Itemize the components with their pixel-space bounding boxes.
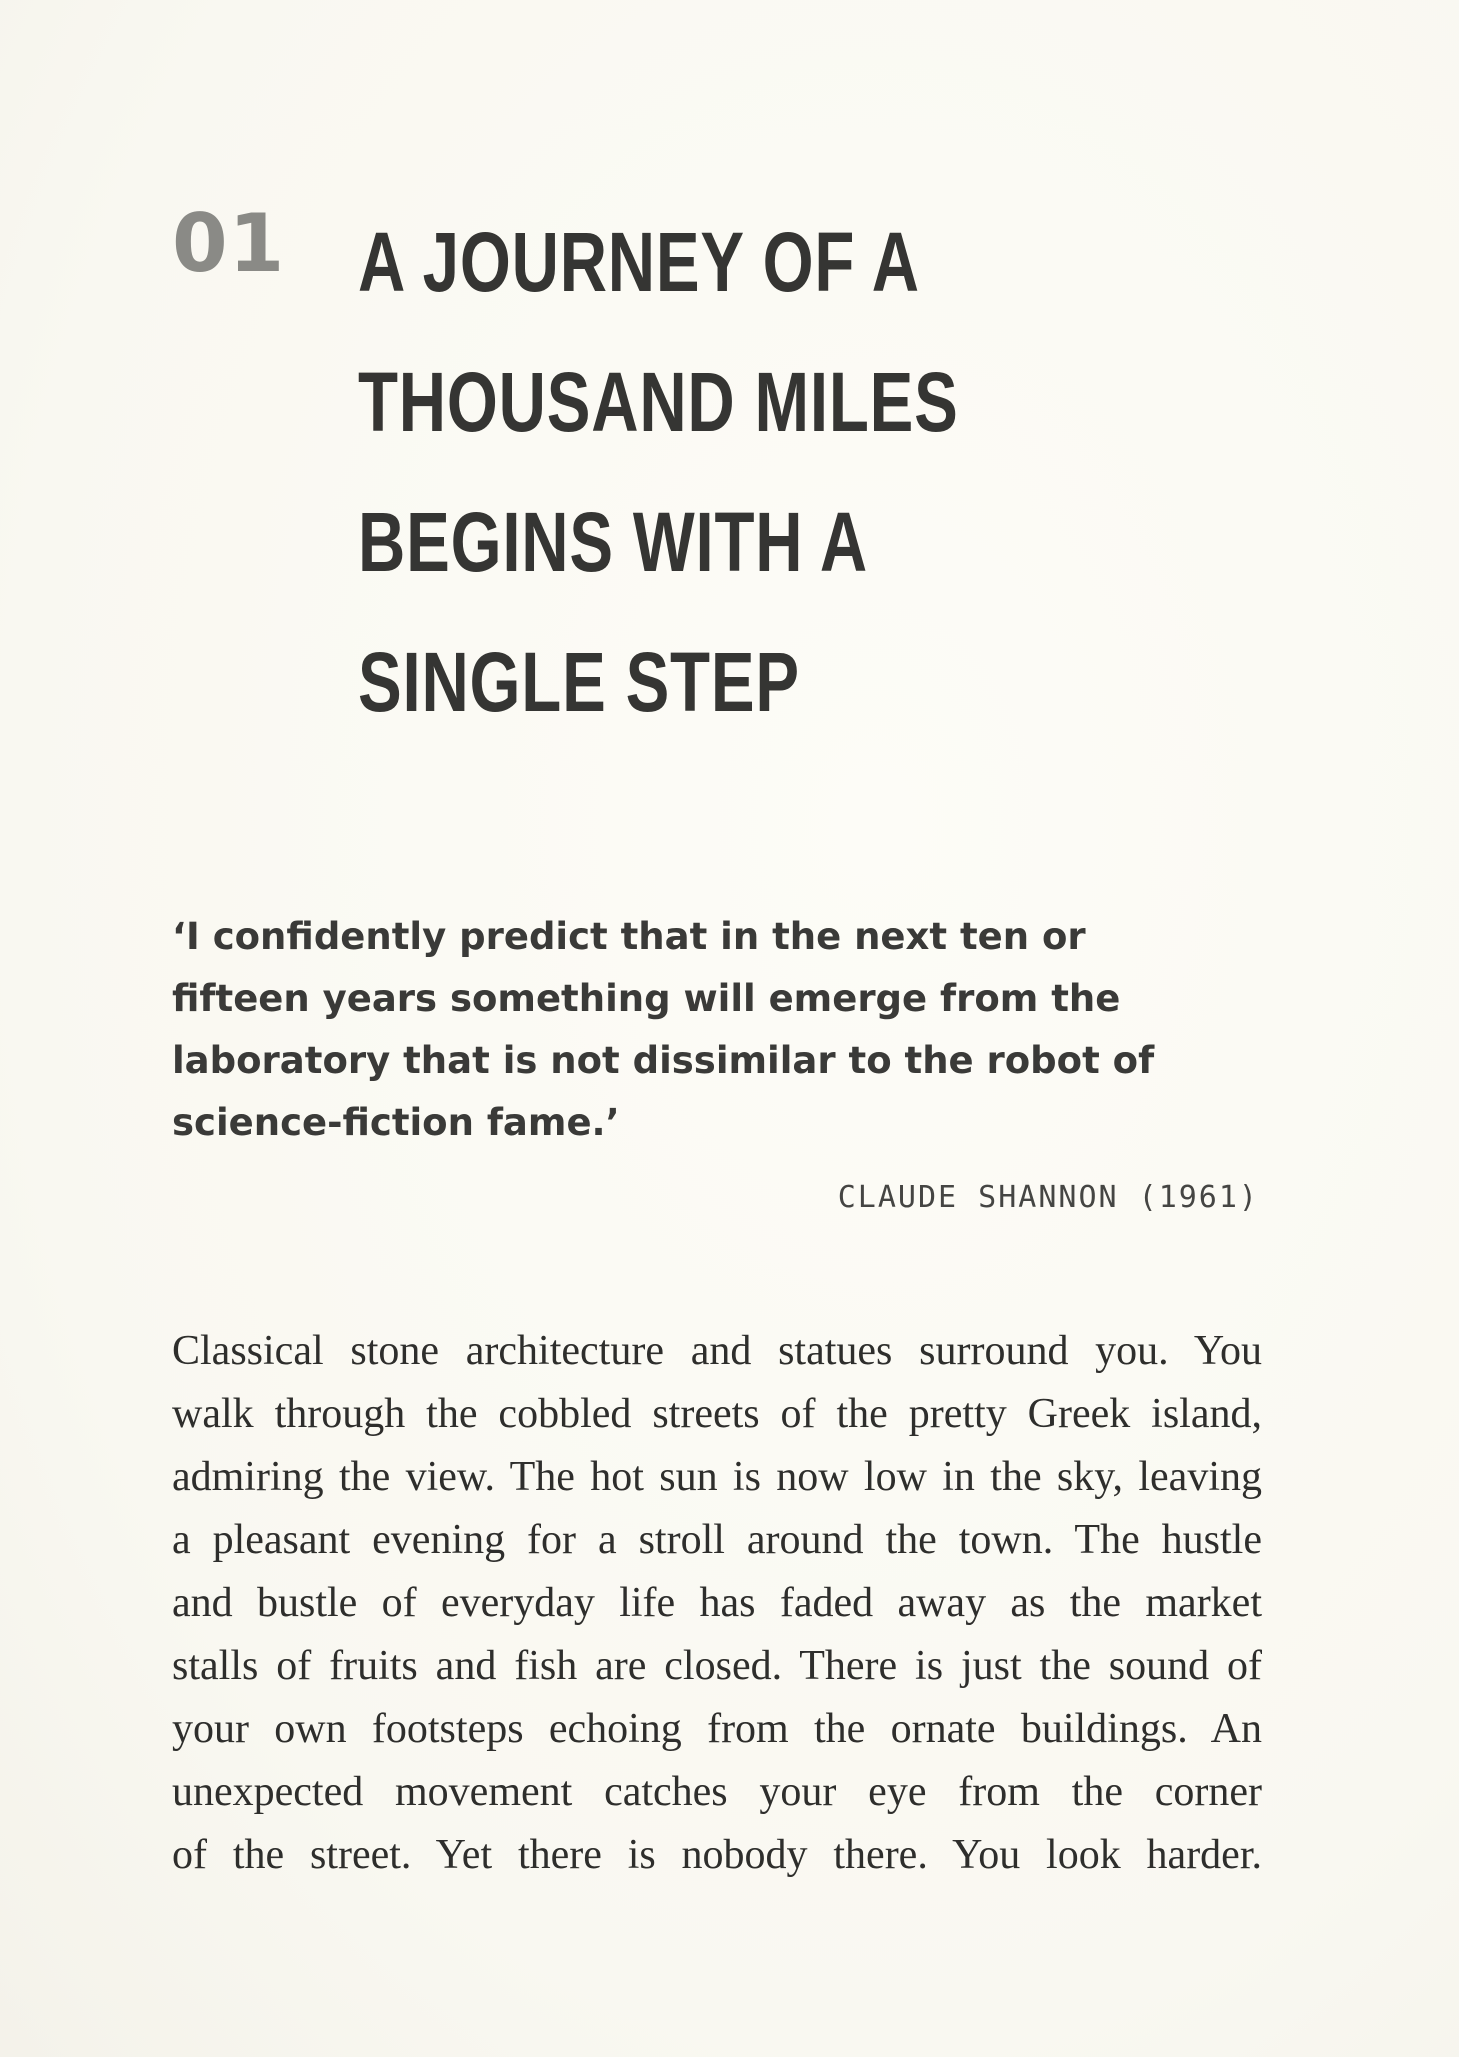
chapter-title-line: A JOURNEY OF A <box>358 215 920 309</box>
body-line: a pleasant evening for a stroll around the town. The hustle <box>172 1517 1262 1563</box>
epigraph-attribution: CLAUDE SHANNON (1961) <box>837 1180 1259 1215</box>
body-line: admiring the view. The hot sun is now low in the sky, leaving <box>172 1454 1262 1500</box>
chapter-title-line: SINGLE STEP <box>358 635 800 729</box>
chapter-number: 01 <box>172 197 286 290</box>
epigraph-line: ‘I confidently predict that in the next ten or <box>172 915 1086 958</box>
body-line: walk through the cobbled streets of the pretty Greek island, <box>172 1391 1262 1437</box>
chapter-title <box>358 192 959 752</box>
body-line: your own footsteps echoing from the ornate buildings. An <box>172 1706 1262 1752</box>
epigraph-line: fifteen years something will emerge from the <box>172 977 1121 1020</box>
body-line: of the street. Yet there is nobody there. You look harder. <box>172 1832 1262 1878</box>
body-line: stalls of fruits and fish are closed. There is just the sound of <box>172 1643 1262 1689</box>
chapter-title-line: BEGINS WITH A <box>358 495 869 589</box>
body-paragraph <box>172 1320 1262 1887</box>
body-line: Classical stone architecture and statues surround you. You <box>172 1328 1262 1374</box>
body-line: unexpected movement catches your eye from the corner <box>172 1769 1262 1815</box>
epigraph-line: laboratory that is not dissimilar to the robot of <box>172 1039 1155 1082</box>
epigraph-line: science-fiction fame.’ <box>172 1101 620 1144</box>
epigraph-quote <box>172 906 1272 1154</box>
chapter-title-line: THOUSAND MILES <box>358 355 959 449</box>
body-line: and bustle of everyday life has faded away as the market <box>172 1580 1262 1626</box>
